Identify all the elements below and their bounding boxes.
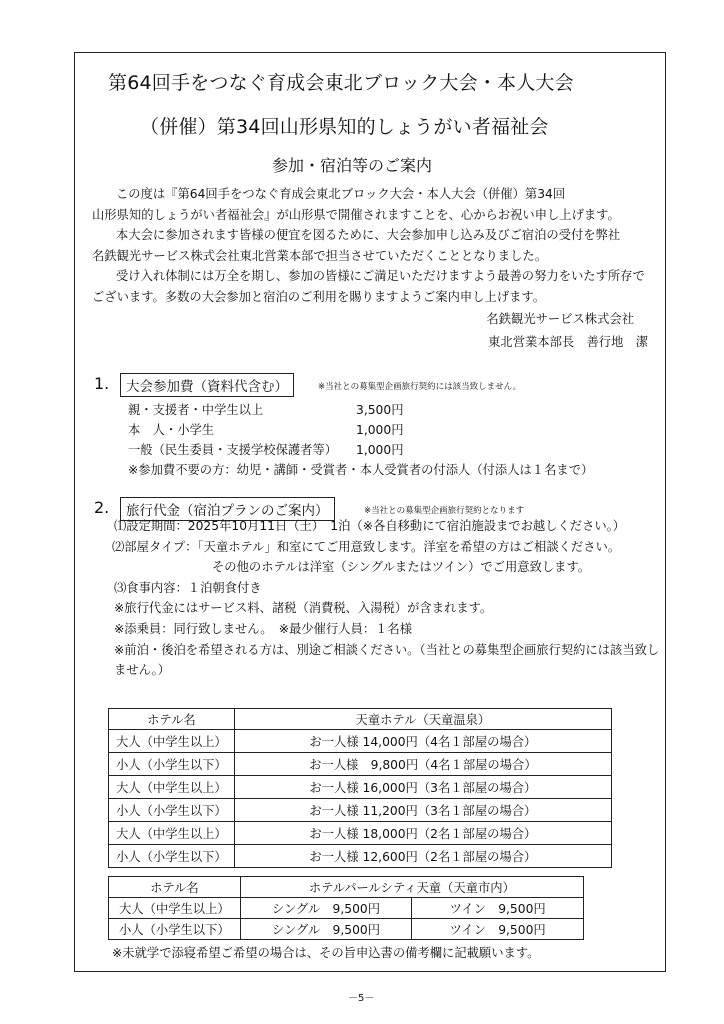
row-category: 大人（中学生以上） (109, 730, 235, 753)
section1-heading: 大会参加費（資料代含む） (120, 373, 294, 397)
row-price: お一人様 12,600円（2名１部屋の場合） (234, 845, 611, 868)
detail-line: ⑴設定期間：2025年10月11日（土） 1泊（※各自移動にて宿泊施設までお越しください。） (114, 519, 626, 533)
detail-line: ※旅行代金にはサービス料、諸税（消費税、入湯税）が含まれます。 (114, 601, 493, 616)
table-row (109, 730, 612, 753)
table-header-hotel-name: ホテル名 (109, 877, 241, 898)
section2-note: ※当社との募集型企画旅行契約となります (364, 506, 525, 516)
fee-amount: 1,000円 (356, 443, 404, 457)
signature-person: 東北営業本部長 善行地 潔 (488, 335, 648, 349)
table2-footnote: ※未就学で添寝希望ご希望の場合は、その旨申込書の備考欄に記載願います。 (112, 946, 540, 960)
row-price: お一人様 9,800円（4名１部屋の場合） (234, 753, 611, 776)
row-category: 小人（小学生以下） (109, 919, 241, 940)
title-line-2: （併催）第34回山形県知的しょうがい者福祉会 (140, 116, 549, 138)
row-price: お一人様 16,000円（3名１部屋の場合） (234, 776, 611, 799)
section1-number: 1. (94, 374, 110, 393)
intro-paragraph (92, 184, 645, 308)
row-twin-price: ツイン 9,500円 (412, 898, 584, 919)
hotel-table-tendo (108, 708, 612, 868)
fee-label: 親・支援者・中学生以上 (128, 403, 264, 417)
table-row (109, 919, 584, 940)
row-price: お一人様 18,000円（2名１部屋の場合） (234, 822, 611, 845)
table-row (109, 776, 612, 799)
row-category: 小人（小学生以下） (109, 845, 235, 868)
fee-amount: 3,500円 (356, 403, 404, 417)
row-category: 大人（中学生以上） (109, 776, 235, 799)
detail-line: ※前泊・後泊を希望される方は、別途ご相談ください。（当社との募集型企画旅行契約には該当致し (114, 642, 660, 657)
section1-footnote: ※参加費不要の方：幼児・講師・受賞者・本人受賞者の付添人（付添人は１名まで） (128, 463, 594, 477)
intro-line: 山形県知的しょうがい者福祉会』が山形県で開催されますことを、心からお祝い申し上げます。 (92, 207, 620, 222)
section1-note: ※当社との募集型企画旅行契約には該当致しません。 (318, 382, 522, 392)
table-header-hotel: ホテルパールシティ天童（天童市内） (240, 877, 583, 898)
subtitle: 参加・宿泊等のご案内 (272, 156, 433, 175)
page-number: －5－ (348, 993, 375, 1004)
row-single-price: シングル 9,500円 (240, 898, 412, 919)
section2-heading: 旅行代金（宿泊プランのご案内） (120, 497, 335, 521)
intro-line: 名鉄観光サービス株式会社東北営業本部で担当させていただくこととなりました。 (92, 248, 547, 263)
signature-company: 名鉄観光サービス株式会社 (486, 312, 634, 326)
row-price: お一人様 14,000円（4名１部屋の場合） (234, 730, 611, 753)
row-category: 大人（中学生以上） (109, 822, 235, 845)
intro-line: 本大会に参加されます皆様の便宜を図るために、大会参加申し込み及びご宿泊の受付を弊社 (116, 228, 621, 243)
section2-details (114, 516, 659, 681)
intro-line: この度は『第64回手をつなぐ育成会東北ブロック大会・本人大会（併催）第34回 (116, 187, 566, 201)
detail-line: ⑵部屋タイプ：「天童ホテル」和室にてご用意致します。洋室を希望の方はご相談ください。 (112, 539, 621, 554)
intro-line: ございます。多数の大会参加と宿泊のご利用を賜りますようご案内申し上げます。 (92, 289, 546, 304)
row-price: お一人様 11,200円（3名１部屋の場合） (234, 799, 611, 822)
detail-line: その他のホテルは洋室（シングルまたはツイン）でご用意致します。 (212, 560, 591, 575)
detail-line: ⑶食事内容：１泊朝食付き (114, 580, 262, 595)
detail-line: ※添乗員：同行致しません。 ※最少催行人員：１名様 (114, 621, 413, 636)
row-single-price: シングル 9,500円 (240, 919, 412, 940)
row-twin-price: ツイン 9,500円 (412, 919, 584, 940)
table-header-hotel: 天童ホテル（天童温泉） (234, 709, 611, 730)
fee-label: 本 人・小学生 (128, 423, 215, 437)
detail-line: ません。） (114, 663, 171, 678)
row-category: 小人（小学生以下） (109, 753, 235, 776)
table-header-hotel-name: ホテル名 (109, 709, 235, 730)
title-line-1: 第64回手をつなぐ育成会東北ブロック大会・本人大会 (108, 72, 574, 94)
hotel-table-pearl-city (108, 876, 584, 940)
row-category: 大人（中学生以上） (109, 898, 241, 919)
table-row (109, 845, 612, 868)
intro-line: 受け入れ体制には万全を期し、参加の皆様にご満足いただけますよう最善の努力をいたす所存で (116, 269, 645, 284)
fee-label: 一般（民生委員・支援学校保護者等） (128, 443, 338, 457)
section2-number: 2. (94, 498, 110, 517)
table-row (109, 898, 584, 919)
table-row (109, 799, 612, 822)
table-row (109, 822, 612, 845)
row-category: 小人（小学生以下） (109, 799, 235, 822)
table-row (109, 753, 612, 776)
fee-amount: 1,000円 (356, 423, 404, 437)
